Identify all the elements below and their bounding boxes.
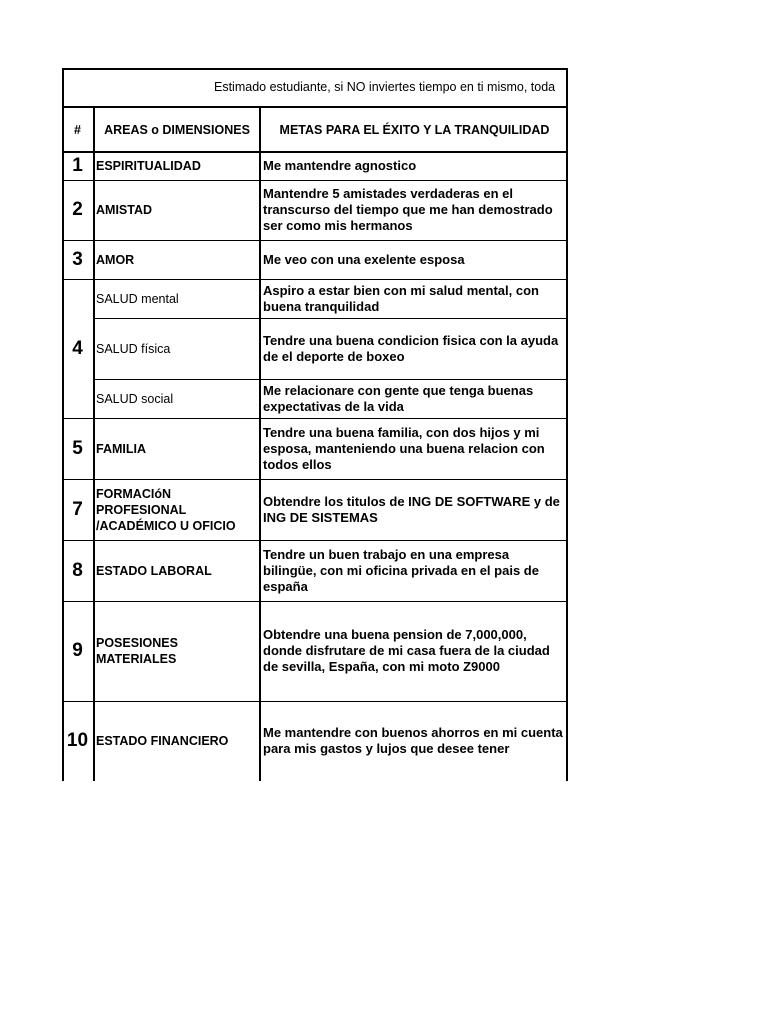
row-area: ESTADO FINANCIERO [94,701,260,781]
row-goal: Tendre una buena condicion fisica con la ayuda de el deporte de boxeo [260,318,568,379]
row-number: 4 [62,279,94,418]
row-area: AMISTAD [94,180,260,240]
table-row [62,479,568,540]
table-row [62,418,568,479]
intro-banner-text: Estimado estudiante, si NO inviertes tiempo en ti mismo, toda [214,80,556,94]
row-goal: Aspiro a estar bien con mi salud mental, con buena tranquilidad [260,279,568,318]
header-goal: METAS PARA EL ÉXITO Y LA TRANQUILIDAD [260,108,568,152]
table-row [62,180,568,240]
table-row [62,540,568,601]
row-area: ESPIRITUALIDAD [94,152,260,180]
table-row [62,379,568,418]
goals-table [62,108,568,781]
table-row [62,701,568,781]
row-number: 3 [62,240,94,279]
row-area: AMOR [94,240,260,279]
header-row [62,108,568,152]
row-goal: Tendre un buen trabajo en una empresa bilingüe, con mi oficina privada en el pais de españa [260,540,568,601]
row-goal: Me relacionare con gente que tenga buenas expectativas de la vida [260,379,568,418]
row-goal: Obtendre una buena pension de 7,000,000, donde disfrutare de mi casa fuera de la ciudad de sevilla, España, con mi moto Z9000 [260,601,568,701]
row-number: 2 [62,180,94,240]
table-row [62,318,568,379]
row-goal: Tendre una buena familia, con dos hijos y mi esposa, manteniendo una buena relacion con todos ellos [260,418,568,479]
row-number: 5 [62,418,94,479]
table-row [62,240,568,279]
row-number: 1 [62,152,94,180]
intro-banner [62,68,568,108]
header-num: # [62,108,94,152]
row-area: SALUD social [94,379,260,418]
table-row [62,279,568,318]
row-number: 9 [62,601,94,701]
row-area: SALUD mental [94,279,260,318]
row-goal: Me veo con una exelente esposa [260,240,568,279]
header-area: AREAS o DIMENSIONES [94,108,260,152]
row-area: SALUD física [94,318,260,379]
goals-spreadsheet [62,68,568,781]
row-goal: Me mantendre con buenos ahorros en mi cuenta para mis gastos y lujos que desee tener [260,701,568,781]
row-area: FAMILIA [94,418,260,479]
table-row [62,601,568,701]
table-row [62,152,568,180]
row-goal: Obtendre los titulos de ING DE SOFTWARE y de ING DE SISTEMAS [260,479,568,540]
row-number: 7 [62,479,94,540]
row-goal: Mantendre 5 amistades verdaderas en el transcurso del tiempo que me han demostrado ser como mis hermanos [260,180,568,240]
row-goal: Me mantendre agnostico [260,152,568,180]
row-number: 10 [62,701,94,781]
row-area: ESTADO LABORAL [94,540,260,601]
row-area: FORMACIóN PROFESIONAL /ACADÉMICO U OFICIO [94,479,260,540]
row-area: POSESIONES MATERIALES [94,601,260,701]
row-number: 8 [62,540,94,601]
